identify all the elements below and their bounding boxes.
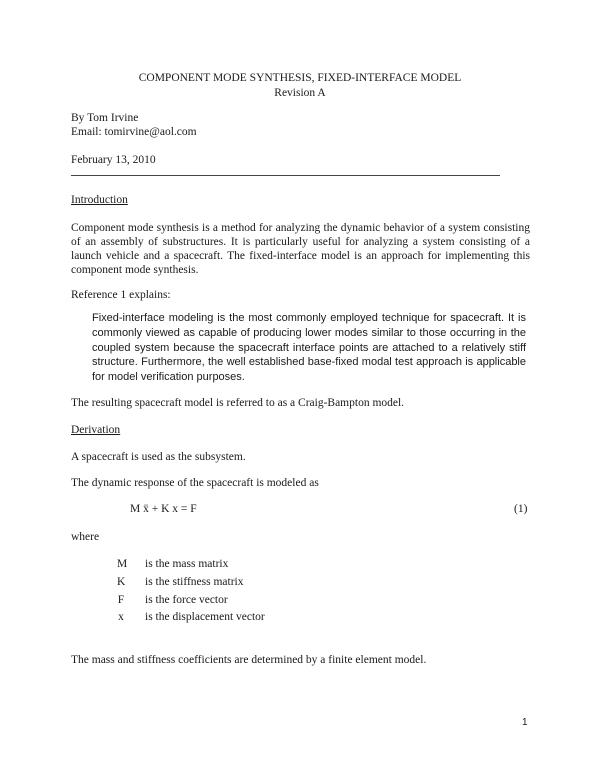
- document-title: COMPONENT MODE SYNTHESIS, FIXED-INTERFACE MODEL: [138, 72, 462, 84]
- reference-quote: Fixed-interface modeling is the most commonly employed technique for spacecraft. It is commonly viewed as capable of producing lower modes similar to those occurring in the coupled system because the spacecraft interface points are attached to a relatively stiff structure. Furthermore, the well established base-fixed modal test approach is applicable for model verification purposes.: [92, 312, 526, 384]
- variable-symbol: K: [117, 576, 126, 588]
- document-revision: Revision A: [274, 87, 326, 99]
- derivation-heading: Derivation: [71, 424, 121, 436]
- derivation-line-1: A spacecraft is used as the subsystem.: [71, 451, 246, 463]
- variable-symbol: x: [118, 611, 124, 623]
- derivation-closing: The mass and stiffness coefficients are determined by a finite element model.: [71, 654, 427, 666]
- page-number: 1: [522, 717, 528, 728]
- introduction-paragraph: Component mode synthesis is a method for analyzing the dynamic behavior of a system consisting of an assembly of substructures. It is particularly useful for analyzing a system consisting of a launch vehicle and a spacecraft. The fixed-interface model is an approach for implementing this component mode synthesis.: [71, 222, 530, 276]
- introduction-heading: Introduction: [71, 194, 128, 206]
- document-date: February 13, 2010: [71, 154, 156, 166]
- where-label: where: [71, 531, 100, 543]
- author-email: Email: tomirvine@aol.com: [71, 126, 197, 138]
- variable-symbol: M: [117, 558, 128, 570]
- equation-1: M ẍ + K x = F: [130, 503, 197, 515]
- reference-intro: Reference 1 explains:: [71, 289, 171, 301]
- header-divider: [71, 175, 500, 176]
- variable-description: is the stiffness matrix: [145, 576, 244, 588]
- equation-number: (1): [514, 503, 528, 515]
- derivation-line-2: The dynamic response of the spacecraft is modeled as: [71, 477, 319, 489]
- variable-description: is the force vector: [145, 594, 228, 606]
- author-name: By Tom Irvine: [71, 112, 139, 124]
- variable-symbol: F: [117, 594, 125, 606]
- variable-description: is the mass matrix: [145, 558, 229, 570]
- variable-description: is the displacement vector: [145, 611, 265, 623]
- document-header: [0, 71, 600, 101]
- introduction-closing: The resulting spacecraft model is referred to as a Craig-Bampton model.: [71, 397, 405, 409]
